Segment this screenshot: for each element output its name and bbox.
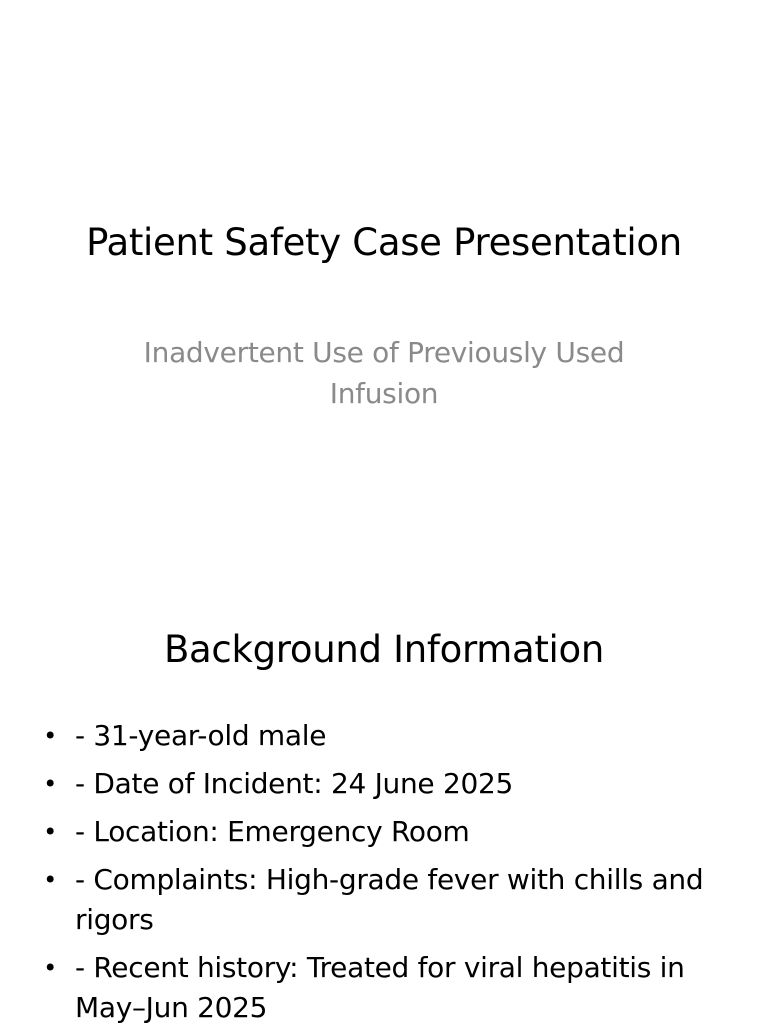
list-item-text: - Complaints: High-grade fever with chills and rigors: [75, 863, 704, 936]
bullet-icon: •: [43, 866, 57, 894]
bullet-list: [40, 716, 730, 1024]
list-item: [40, 716, 730, 756]
bullet-icon: •: [43, 770, 57, 798]
list-item: [40, 764, 730, 804]
list-item: [40, 948, 730, 1024]
presentation-subtitle: Inadvertent Use of Previously Used Infusion: [143, 336, 625, 410]
bullet-icon: •: [43, 722, 57, 750]
list-item-text: - Location: Emergency Room: [75, 815, 470, 848]
list-item-text: - 31-year-old male: [75, 719, 327, 752]
bullet-icon: •: [43, 954, 57, 982]
list-item: [40, 860, 730, 940]
list-item-text: - Date of Incident: 24 June 2025: [75, 767, 514, 800]
background-slide: [0, 576, 768, 1024]
bullet-icon: •: [43, 818, 57, 846]
presentation-title: Patient Safety Case Presentation: [86, 221, 682, 264]
list-item: [40, 812, 730, 852]
slide-heading: Background Information: [163, 628, 605, 671]
list-item-text: - Recent history: Treated for viral hepatitis in May–Jun 2025: [75, 951, 685, 1024]
